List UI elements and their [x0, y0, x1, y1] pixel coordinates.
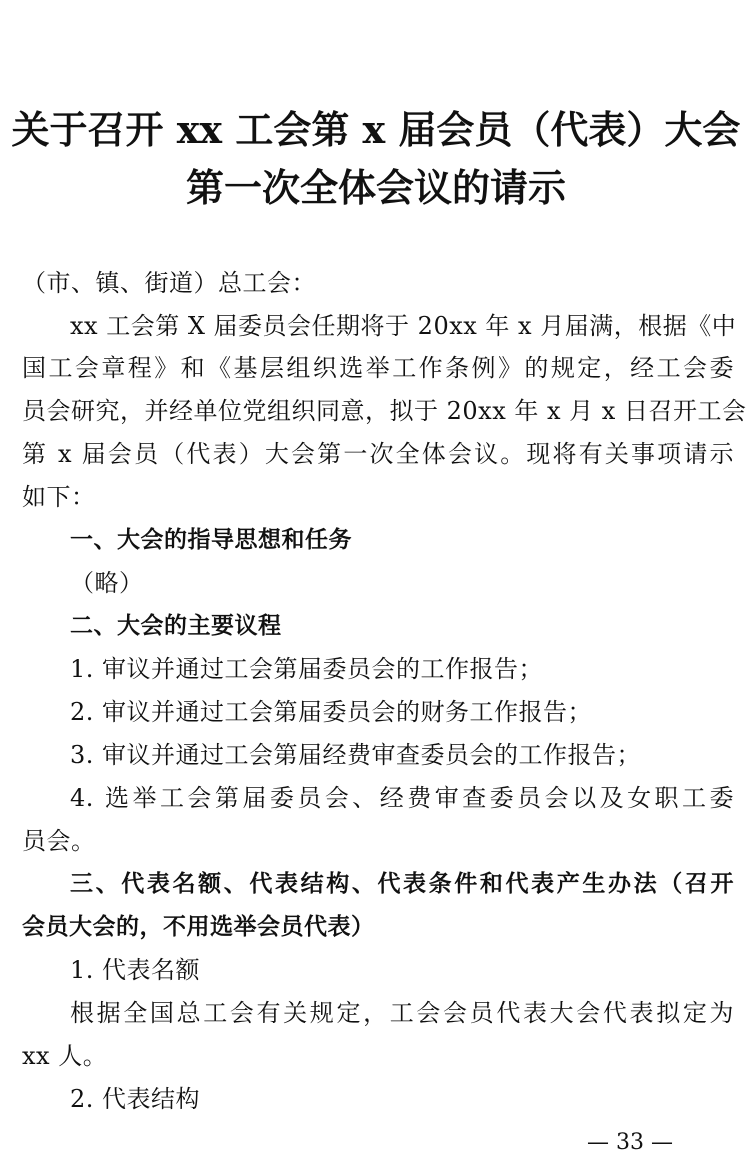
section-1-body: （略）	[70, 569, 144, 597]
intro-line-3: 员会研究，并经单位党组织同意，拟于 20xx 年 x 月 x 日召开工会	[22, 397, 747, 425]
subsection-1-body-line-1: 根据全国总工会有关规定，工会会员代表大会代表拟定为	[70, 999, 734, 1027]
intro-line-5: 如下：	[22, 483, 96, 511]
subsection-1-title: 1. 代表名额	[70, 956, 201, 984]
section-3-heading-line-1: 三、代表名额、代表结构、代表条件和代表产生办法（召开	[70, 871, 734, 897]
document-title-line-1: 关于召开 xx 工会第 x 届会员（代表）大会	[11, 107, 741, 152]
document-title-line-2: 第一次全体会议的请示	[185, 165, 566, 210]
section-2-heading: 二、大会的主要议程	[70, 613, 282, 639]
agenda-item-4: 4. 选举工会第届委员会、经费审查委员会以及女职工委	[70, 784, 734, 812]
subsection-2-title: 2. 代表结构	[70, 1085, 201, 1113]
agenda-item-2: 2. 审议并通过工会第届委员会的财务工作报告；	[70, 698, 593, 726]
addressee: （市、镇、街道）总工会：	[22, 269, 316, 297]
intro-line-2: 国工会章程》和《基层组织选举工作条例》的规定，经工会委	[22, 354, 734, 382]
section-3-heading-line-2: 会员大会的，不用选举会员代表）	[22, 914, 375, 940]
agenda-item-3: 3. 审议并通过工会第届经费审查委员会的工作报告；	[70, 741, 642, 769]
agenda-item-1: 1. 审议并通过工会第届委员会的工作报告；	[70, 655, 544, 683]
intro-line-4: 第 x 届会员（代表）大会第一次全体会议。现将有关事项请示	[22, 440, 734, 468]
subsection-1-body-line-2: xx 人。	[22, 1042, 108, 1070]
section-1-heading: 一、大会的指导思想和任务	[70, 527, 352, 553]
page-number: — 33 —	[587, 1130, 673, 1155]
agenda-item-4-continued: 员会。	[22, 827, 96, 855]
intro-line-1: xx 工会第 X 届委员会任期将于 20xx 年 x 月届满，根据《中	[70, 312, 737, 340]
